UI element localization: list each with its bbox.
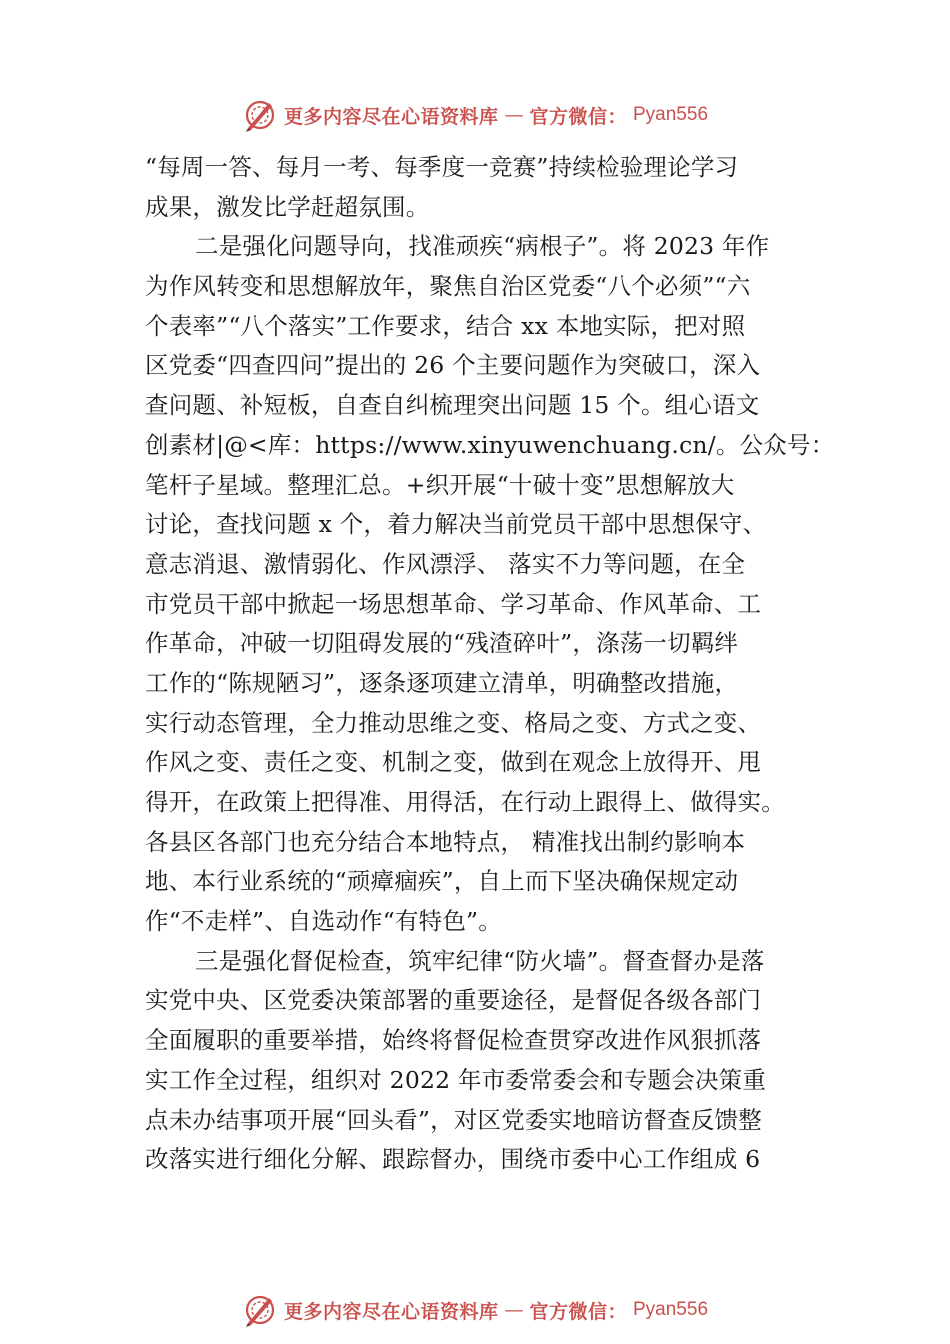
body-text-line: 实党中央、区党委决策部署的重要途径，是督促各级各部门 — [145, 986, 762, 1015]
watermark-separator: — — [504, 104, 524, 126]
body-text-line: 作革命，冲破一切阻碍发展的“残渣碎叶”，涤荡一切羁绊 — [145, 629, 739, 658]
body-text-line: 实行动态管理，全力推动思维之变、格局之变、方式之变、 — [145, 708, 762, 737]
body-text-line: 三是强化督促检查，筑牢纪律“防火墙”。督查督办是落 — [195, 946, 765, 975]
header-watermark — [0, 95, 950, 135]
body-text-line: 查问题、补短板，自查自纠梳理突出问题 15 个。组心语文 — [145, 391, 760, 420]
pen-logo-icon — [242, 1292, 278, 1328]
body-text-line: 工作的“陈规陋习”，逐条逐项建立清单，明确整改措施， — [145, 668, 739, 697]
watermark-separator: — — [504, 1299, 524, 1321]
watermark-wechat-label: 官方微信： — [529, 105, 627, 128]
body-text-line: 各县区各部门也充分结合本地特点， 精准找出制约影响本 — [145, 827, 746, 856]
footer-watermark — [0, 1290, 950, 1330]
watermark-wechat-id: Pyan556 — [633, 104, 709, 125]
body-text-line: 改落实进行细化分解、跟踪督办，围绕市委中心工作组成 6 — [145, 1145, 761, 1174]
body-text-line: 为作风转变和思想解放年，聚焦自治区党委“八个必须”“六 — [145, 272, 751, 301]
body-text-line: 讨论，查找问题 x 个，着力解决当前党员干部中思想保守、 — [145, 510, 767, 539]
body-text-line: 笔杆子星域。整理汇总。+织开展“十破十变”思想解放大 — [145, 470, 735, 499]
body-text-line: 作风之变、责任之变、机制之变，做到在观念上放得开、甩 — [145, 748, 762, 777]
watermark-text: 更多内容尽在心语资料库 — [283, 105, 499, 128]
document-body — [145, 148, 835, 1180]
body-text-line: 点未办结事项开展“回头看”，对区党委实地暗访督查反馈整 — [145, 1105, 762, 1134]
watermark-wechat-id: Pyan556 — [633, 1299, 709, 1320]
body-text-line: 个表率”“八个落实”工作要求，结合 xx 本地实际，把对照 — [145, 311, 746, 340]
body-text-line: 得开，在政策上把得准、用得活，在行动上跟得上、做得实。 — [145, 788, 785, 816]
body-text-line: 地、本行业系统的“顽瘴痼疾”，自上而下坚决确保规定动 — [145, 867, 739, 896]
body-text-line: 全面履职的重要举措，始终将督促检查贯穿改进作风狠抓落 — [145, 1026, 762, 1055]
watermark-text: 更多内容尽在心语资料库 — [283, 1300, 499, 1323]
watermark-wechat-label: 官方微信： — [529, 1300, 627, 1323]
body-text-line: “每周一答、每月一考、每季度一竞赛”持续检验理论学习 — [145, 153, 739, 181]
body-text-line: 区党委“四查四问”提出的 26 个主要问题作为突破口，深入 — [145, 351, 761, 380]
body-text-line: 意志消退、激情弱化、作风漂浮、 落实不力等问题，在全 — [145, 549, 746, 578]
pen-logo-icon — [242, 97, 278, 133]
body-text-line: 市党员干部中掀起一场思想革命、学习革命、作风革命、工 — [145, 589, 762, 618]
body-text-line: 创素材|@<库：https://www.xinyuwenchuang.cn/。公众号： — [145, 430, 835, 459]
body-text-line: 成果，激发比学赶超氛围。 — [145, 192, 430, 221]
body-text-line: 作“不走样”、自选动作“有特色”。 — [145, 907, 502, 936]
body-text-line: 实工作全过程，组织对 2022 年市委常委会和专题会决策重 — [145, 1065, 767, 1094]
body-text-line: 二是强化问题导向，找准顽疾“病根子”。将 2023 年作 — [195, 232, 770, 261]
